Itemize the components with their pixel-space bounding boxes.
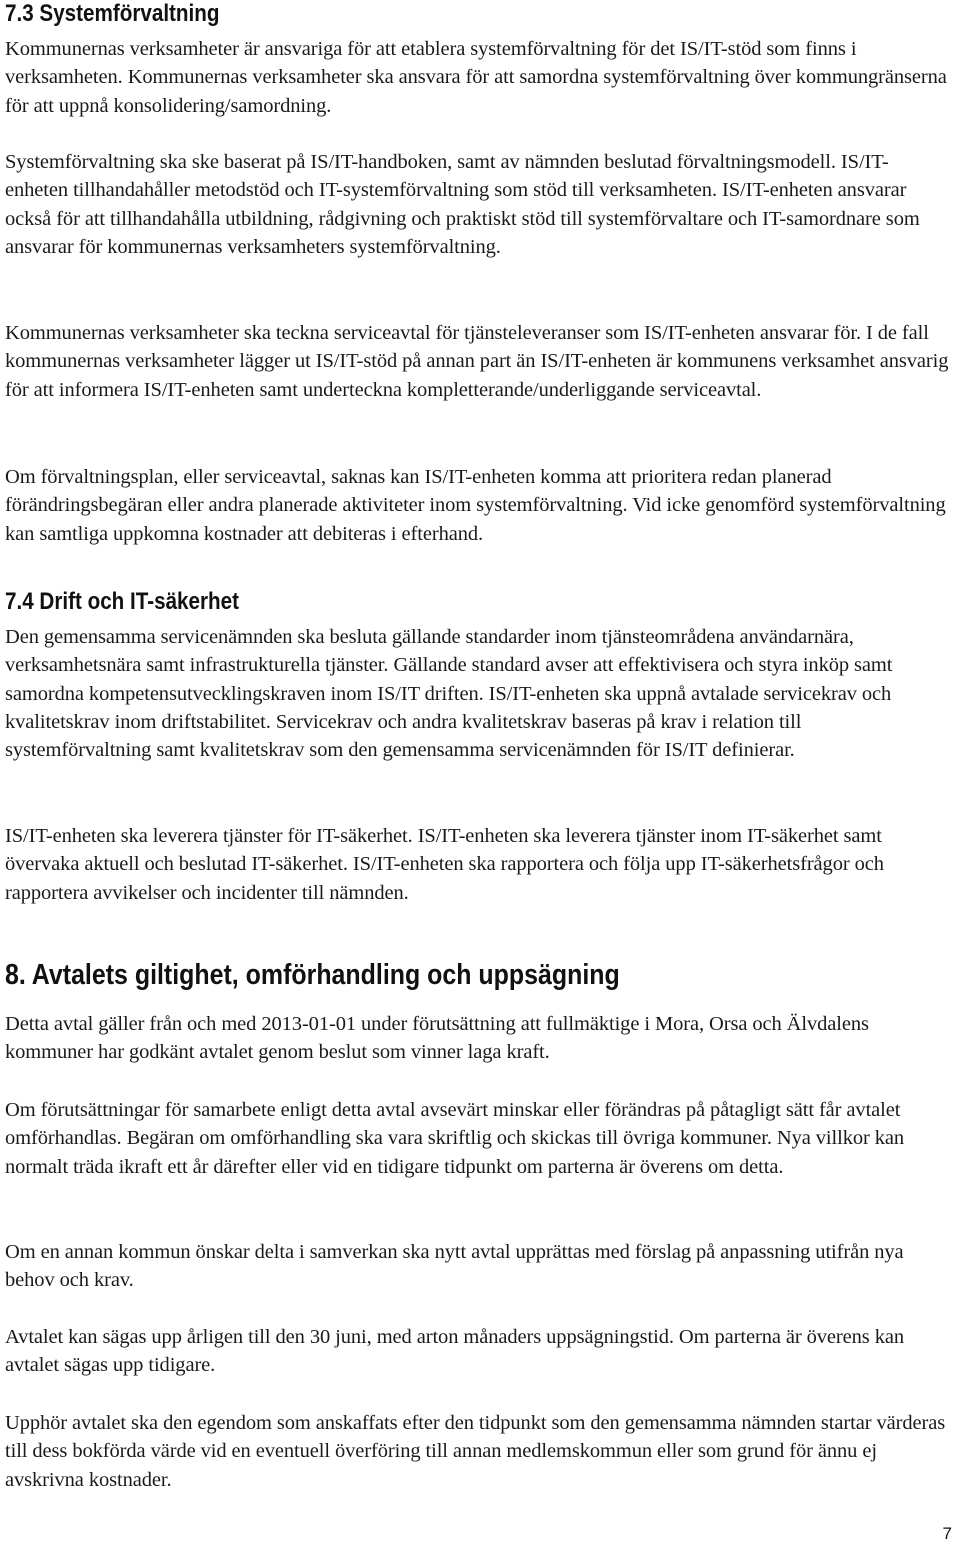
paragraph-7-3-3: Kommunernas verksamheter ska teckna serviceavtal för tjänsteleveranser som IS/IT-enheten ansvarar för. I de fall kommunernas verksamheter lägger ut IS/IT-stöd på annan part än IS/IT-enheten är kommunens verksamhet ansvarig för att informera IS/IT-enheten samt underteckna kompletterande/underliggande serviceavtal. [5, 322, 949, 401]
paragraph-7-4-2: IS/IT-enheten ska leverera tjänster för IT-säkerhet. IS/IT-enheten ska leverera tjänster inom IT-säkerhet samt övervaka aktuell och beslutad IT-säkerhet. IS/IT-enheten ska rapportera och följa upp IT-säkerhetsfrågor och rapportera avvikelser och incidenter till nämnden. [5, 825, 884, 904]
paragraph-8-1: Detta avtal gäller från och med 2013-01-01 under förutsättning att fullmäktige i Mora, Orsa och Älvdalens kommuner har godkänt avtalet genom beslut som vinner laga kraft. [5, 1013, 869, 1064]
section-heading-7-4: 7.4 Drift och IT-säkerhet [5, 588, 240, 615]
paragraph-8-3: Om en annan kommun önskar delta i samverkan ska nytt avtal upprättas med förslag på anpassning utifrån nya behov och krav. [5, 1241, 904, 1292]
paragraph-7-3-4: Om förvaltningsplan, eller serviceavtal, saknas kan IS/IT-enheten komma att prioritera redan planerad förändringsbegäran eller andra planerade aktiviteter inom systemförvaltning. Vid icke genomförd systemförvaltning kan samtliga uppkomna kostnader att debiteras i efterhand. [5, 466, 946, 545]
paragraph-7-4-1: Den gemensamma servicenämnden ska besluta gällande standarder inom tjänsteområdena användarnära, verksamhetsnära samt infrastrukturella tjänster. Gällande standard avser att effektivisera och styra inköp samt samordna kompetensutvecklingskraven inom IS/IT driften. IS/IT-enheten ska uppnå avtalade servicekrav och kvalitetskrav inom driftstabilitet. Servicekrav och andra kvalitetskrav baseras på krav i relation till systemförvaltning samt kvalitetskrav som den gemensamma servicenämnden för IS/IT definierar. [5, 626, 893, 762]
paragraph-8-5: Upphör avtalet ska den egendom som anskaffats efter den tidpunkt som den gemensamma nämnden startar värderas till dess bokförda värde vid en eventuell överföring till annan medlemskommun eller som grund för ännu ej avskrivna kostnader. [5, 1412, 946, 1491]
section-heading-7-3: 7.3 Systemförvaltning [5, 0, 220, 27]
paragraph-7-3-1: Kommunernas verksamheter är ansvariga för att etablera systemförvaltning för det IS/IT-stöd som finns i verksamheten. Kommunernas verksamheter ska ansvara för att samordna systemförvaltning över kommungränserna för att uppnå konsolidering/samordning. [5, 38, 947, 117]
paragraph-8-4: Avtalet kan sägas upp årligen till den 30 juni, med arton månaders uppsägningstid. Om parterna är överens kan avtalet sägas upp tidigare. [5, 1326, 905, 1377]
section-heading-8: 8. Avtalets giltighet, omförhandling och uppsägning [5, 959, 620, 991]
page-number: 7 [942, 1524, 952, 1543]
paragraph-8-2: Om förutsättningar för samarbete enligt detta avtal avsevärt minskar eller förändras på påtagligt sätt får avtalet omförhandlas. Begäran om omförhandling ska vara skriftlig och skickas till övriga kommuner. Nya villkor kan normalt träda ikraft ett år därefter eller vid en tidigare tidpunkt om parterna är överens om detta. [5, 1099, 905, 1178]
paragraph-7-3-2: Systemförvaltning ska ske baserat på IS/IT-handboken, samt av nämnden beslutad förvaltningsmodell. IS/IT-enheten tillhandahåller metodstöd och IT-systemförvaltning som stöd till verksamheten. IS/IT-enheten ansvarar också för att tillhandahålla utbildning, rådgivning och praktiskt stöd till systemförvaltare och IT-samordnare som ansvarar för kommunernas verksamheters systemförvaltning. [5, 151, 920, 258]
